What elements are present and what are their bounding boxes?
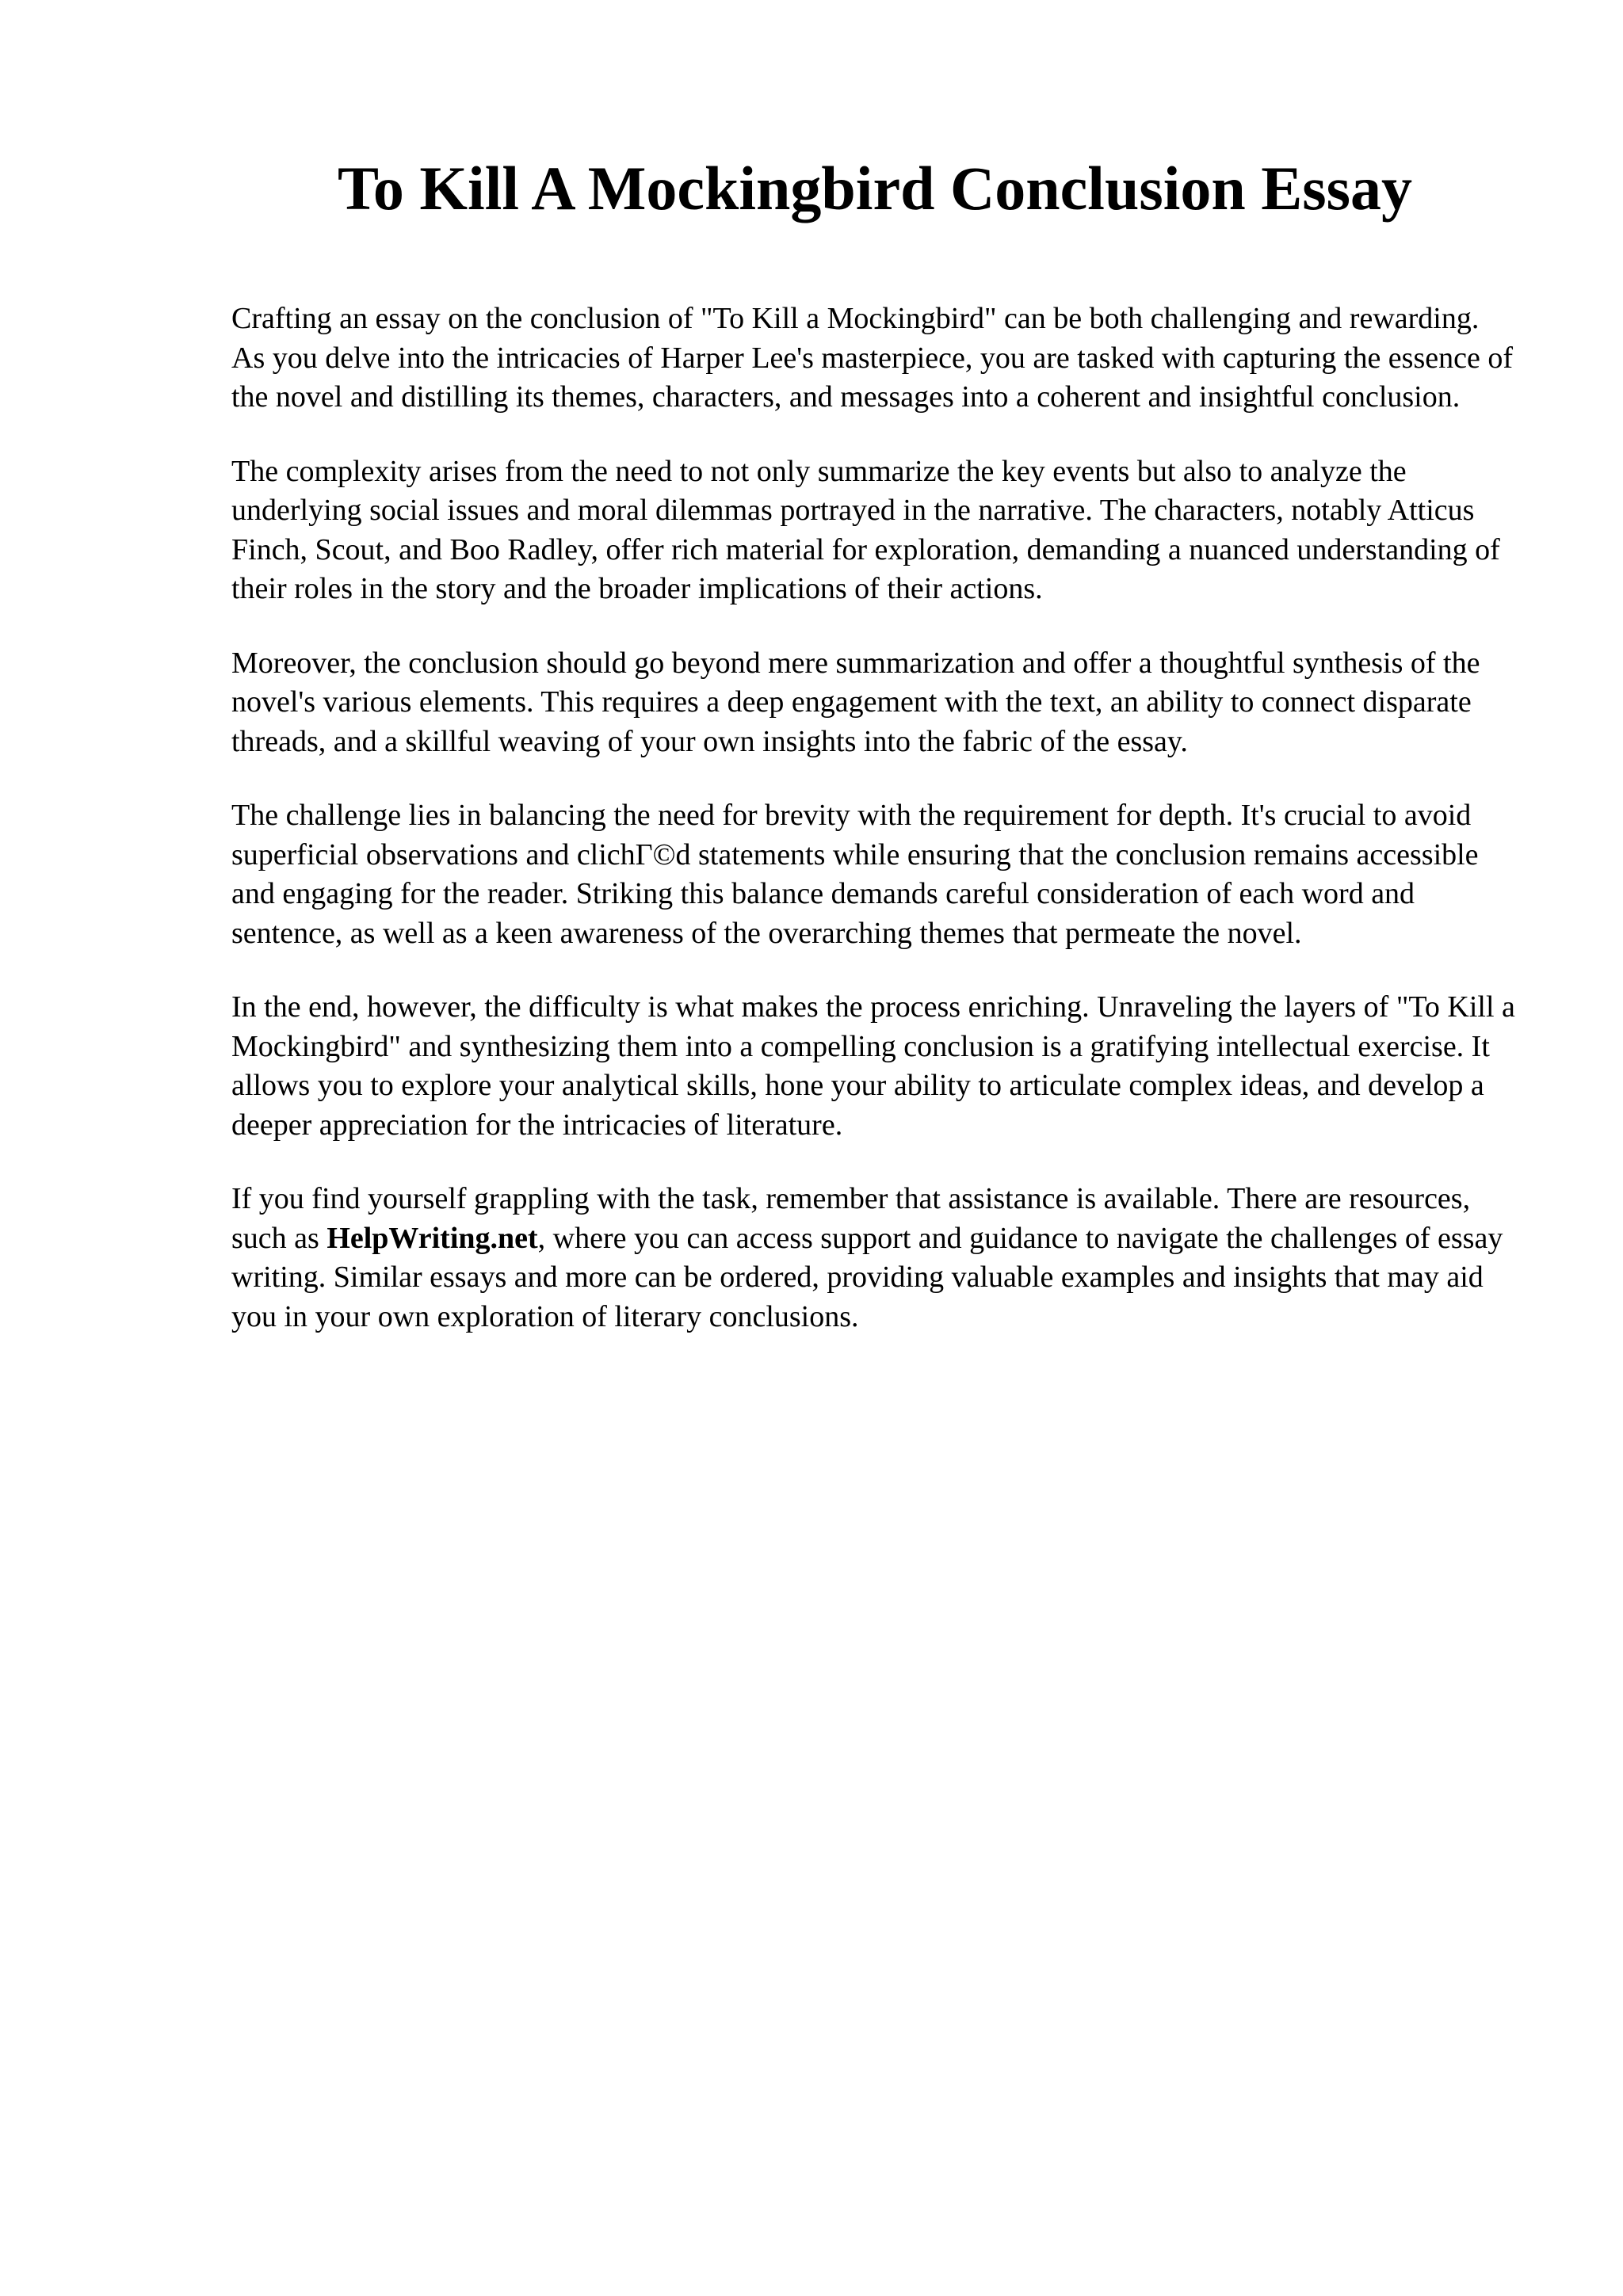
helpwriting-link[interactable]: HelpWriting.net <box>327 1221 538 1255</box>
page-title: To Kill A Mockingbird Conclusion Essay <box>337 154 1412 223</box>
paragraph-6-tail: , where you can access support and guidance to navigate the challenges of essay writing. Similar essays and more can be ordered, providing valuable examples and insights that may aid you in your own exploration of literary conclusions. <box>231 1221 1503 1333</box>
paragraph-6-lead: If you find yourself grappling with the task, remember that assistance is available. There are resources, such as <box>231 1182 1471 1255</box>
paragraph-2: The complexity arises from the need to not only summarize the key events but also to analyze the underlying social issues and moral dilemmas portrayed in the narrative. The characters, notably Atticus Finch, Scout, and Boo Radley, offer rich material for exploration, demanding a nuanced understanding of their roles in the story and the broader implications of their actions. <box>231 454 1500 605</box>
essay-body <box>231 299 1515 1371</box>
paragraph-6 <box>231 1180 1515 1337</box>
paragraph-5: In the end, however, the difficulty is what makes the process enriching. Unraveling the layers of "To Kill a Mockingbird" and synthesizing them into a compelling conclusion is a gratifying intellectual exercise. It allows you to explore your analytical skills, hone your ability to articulate complex ideas, and develop a deeper appreciation for the intricacies of literature. <box>231 990 1515 1142</box>
paragraph-3: Moreover, the conclusion should go beyond mere summarization and offer a thoughtful synthesis of the novel's various elements. This requires a deep engagement with the text, an ability to connect disparate threads, and a skillful weaving of your own insights into the fabric of the essay. <box>231 646 1480 758</box>
paragraph-1: Crafting an essay on the conclusion of "To Kill a Mockingbird" can be both challenging and rewarding. As you delve into the intricacies of Harper Lee's masterpiece, you are tasked with capturing the essence of the novel and distilling its themes, characters, and messages into a coherent and insightful conclusion. <box>231 302 1514 414</box>
paragraph-4: The challenge lies in balancing the need for brevity with the requirement for depth. It's crucial to avoid superficial observations and clichΓ©d statements while ensuring that the conclusion remains accessible and engaging for the reader. Striking this balance demands careful consideration of each word and sentence, as well as a keen awareness of the overarching themes that permeate the novel. <box>231 799 1479 950</box>
